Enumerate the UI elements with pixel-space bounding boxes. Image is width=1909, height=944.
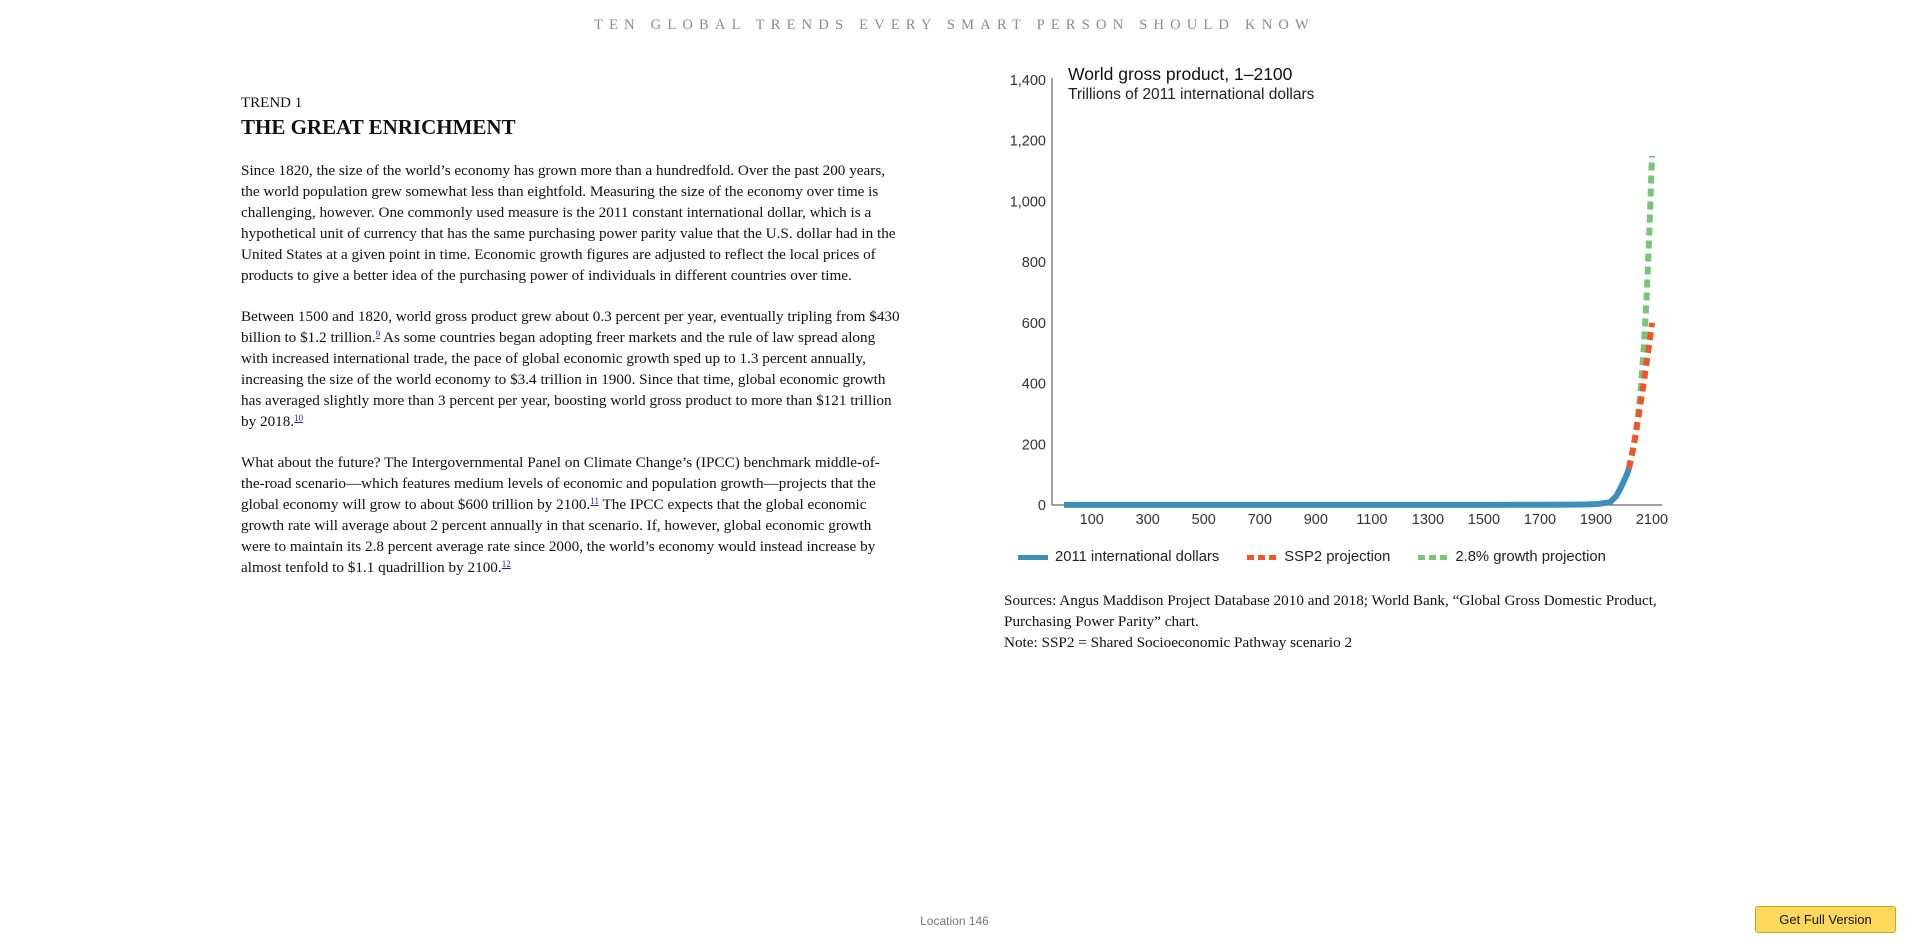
legend-item-growth xyxy=(1418,549,1606,565)
x-tick-label: 1700 xyxy=(1523,512,1557,528)
series-line-growth-projection xyxy=(1629,156,1652,468)
series-line-ssp2-projection xyxy=(1629,323,1652,468)
y-tick-label: 800 xyxy=(1021,255,1046,272)
paragraph-2-text-b: As some countries began adopting freer markets and the rule of law spread along with increased international trade, the pace of global economic growth sped up to 1.3 percent annually, increasing the size of the world economy to $3.4 trillion in 1900. Since that time, global economic growth has averaged slightly more than 3 percent per year, boosting world gross product to more than $121 trillion by 2018. xyxy=(241,329,892,430)
footnote-link-10[interactable]: 10 xyxy=(294,413,304,423)
y-tick-label: 600 xyxy=(1021,315,1046,332)
paragraph-1: Since 1820, the size of the world’s economy has grown more than a hundredfold. Over the past 200 years, the world population grew somewhat less than eightfold. Measuring the size of the economy over time is challenging, however. One commonly used measure is the 2011 constant international dollar, which is a hypothetical unit of currency that has the same purchasing power parity value that the U.S. dollar had in the United States at a given point in time. Economic growth figures are adjusted to reflect the local prices of products to give a better idea of the purchasing power of individuals in different countries over time. xyxy=(241,162,896,284)
world-gross-product-chart xyxy=(990,60,1690,580)
x-tick-label: 1100 xyxy=(1356,512,1388,528)
y-tick-label: 1,400 xyxy=(1009,73,1046,89)
sources-text: Sources: Angus Maddison Project Database 2010 and 2018; World Bank, “Global Gross Domestic Product, Purchasing Power Parity” chart. xyxy=(1004,592,1657,630)
trend-text-column xyxy=(241,94,901,578)
paragraph-3-text-b: The IPCC expects that the global economic growth rate will average about 2 percent annually in that scenario. If, however, global economic growth were to maintain its 2.8 percent average rate since 2000, the world’s economy would instead increase by almost tenfold to $1.1 quadrillion by 2100. xyxy=(241,496,876,576)
paragraph-3 xyxy=(241,452,901,578)
legend-label-growth: 2.8% growth projection xyxy=(1455,549,1606,565)
note-text: Note: SSP2 = Shared Socioeconomic Pathway scenario 2 xyxy=(1004,634,1353,651)
legend-label-ssp2: SSP2 projection xyxy=(1284,549,1391,565)
chart-legend xyxy=(1018,549,1606,565)
y-tick-label: 1,000 xyxy=(1009,194,1046,211)
legend-item-actual xyxy=(1018,549,1219,565)
legend-swatch-solid xyxy=(1018,555,1048,560)
x-tick-label: 100 xyxy=(1079,512,1104,528)
book-header: TEN GLOBAL TRENDS EVERY SMART PERSON SHOULD KNOW xyxy=(594,17,1315,33)
footnote-link-12[interactable]: 12 xyxy=(501,559,511,569)
x-tick-label: 2100 xyxy=(1635,512,1669,528)
trend-title: THE GREAT ENRICHMENT xyxy=(241,115,516,139)
y-tick-label: 0 xyxy=(1037,498,1046,514)
series-line-actual xyxy=(1064,468,1629,505)
chart-canvas xyxy=(990,60,1690,540)
legend-label-actual: 2011 international dollars xyxy=(1055,549,1220,565)
x-tick-label: 1900 xyxy=(1579,512,1613,528)
legend-item-ssp2 xyxy=(1247,549,1390,565)
chart-title: World gross product, 1–2100 xyxy=(1068,64,1293,84)
legend-swatch-dashed-green xyxy=(1418,555,1448,560)
y-tick-label: 200 xyxy=(1021,437,1046,454)
x-tick-label: 500 xyxy=(1191,512,1216,528)
get-full-version-button[interactable]: Get Full Version xyxy=(1755,906,1896,933)
x-tick-label: 700 xyxy=(1247,512,1272,528)
footnote-link-11[interactable]: 11 xyxy=(590,496,599,506)
footnote-link-9[interactable]: 9 xyxy=(375,329,381,339)
paragraph-2 xyxy=(241,306,901,432)
x-tick-label: 300 xyxy=(1135,512,1160,528)
x-tick-label: 1500 xyxy=(1467,512,1501,528)
y-tick-label: 400 xyxy=(1021,376,1046,393)
x-tick-label: 1300 xyxy=(1411,512,1445,528)
x-tick-label: 900 xyxy=(1303,512,1328,528)
paragraph-2-text-a: Between 1500 and 1820, world gross product grew about 0.3 percent per year, eventually tripling from $430 billion to $1.2 trillion. xyxy=(241,308,900,346)
legend-swatch-dashed-red xyxy=(1247,555,1277,560)
trend-label: TREND 1 xyxy=(241,95,303,111)
location-indicator: Location 146 xyxy=(920,914,989,928)
chart-sources xyxy=(1004,590,1684,653)
chart-subtitle: Trillions of 2011 international dollars xyxy=(1068,86,1315,103)
paragraph-3-text-a: What about the future? The Intergovernmental Panel on Climate Change’s (IPCC) benchmark middle-of-the-road scenario—which features medium levels of economic and population growth—projects that the global economy will grow to about $600 trillion by 2100. xyxy=(241,454,880,513)
y-tick-label: 1,200 xyxy=(1009,133,1046,150)
